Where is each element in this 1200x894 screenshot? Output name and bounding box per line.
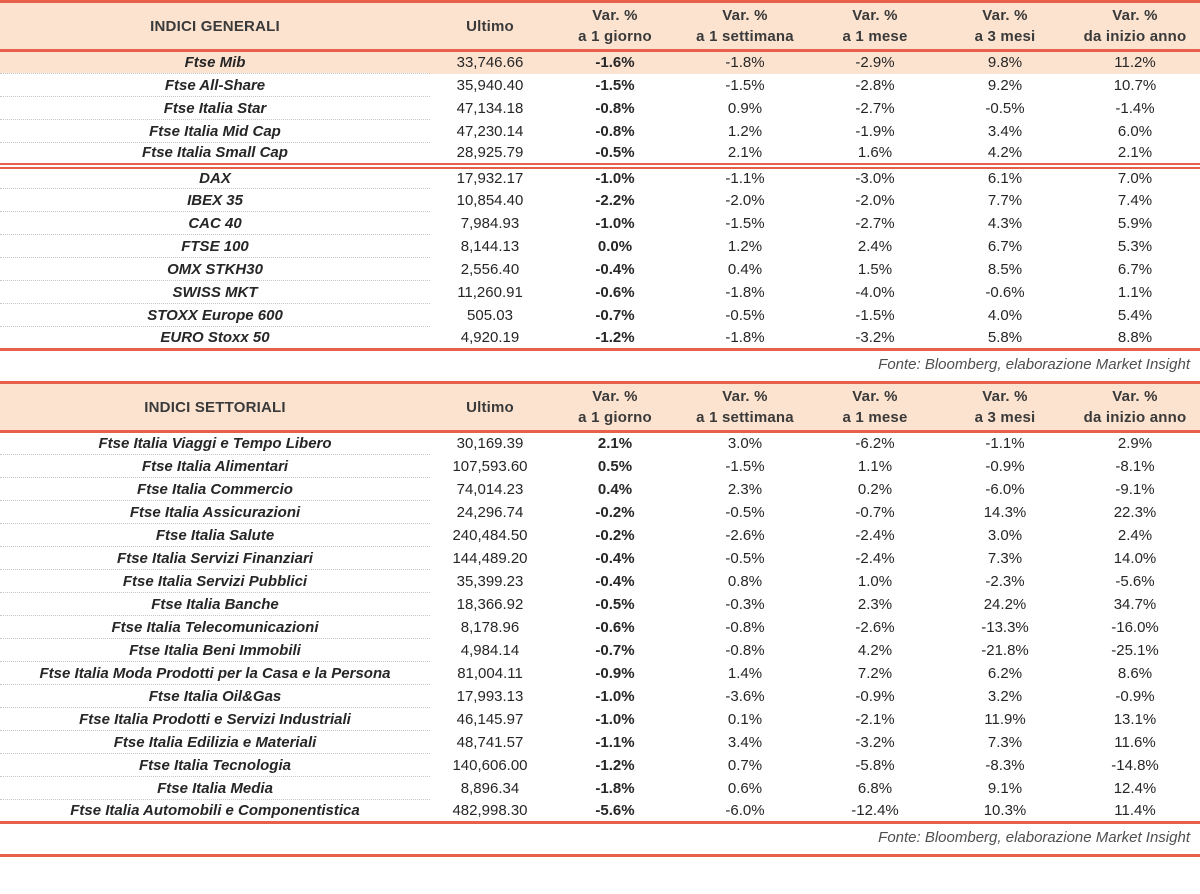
index-name-cell: Ftse Italia Salute [0, 524, 430, 547]
var-cell: -2.4% [855, 549, 895, 567]
var-cell: -0.8% [725, 641, 765, 659]
var-cell: -1.5% [725, 457, 765, 475]
var-cell: 4.2% [857, 641, 893, 659]
var-cell: -3.0% [855, 170, 895, 187]
var-cell: -12.4% [810, 800, 940, 823]
ultimo-cell: 24,296.74 [456, 503, 524, 521]
index-name-cell: Ftse Italia Beni Immobili [0, 639, 430, 662]
var-cell: 2.1% [680, 143, 810, 166]
var-cell: 14.3% [983, 503, 1027, 521]
var-cell: -2.2% [595, 191, 635, 209]
ultimo-cell: 2,556.40 [460, 260, 520, 278]
var-cell: -8.1% [1115, 457, 1155, 475]
table-row [0, 593, 1200, 616]
var-cell: -0.6% [985, 283, 1025, 301]
table-row [0, 235, 1200, 258]
var-percent-label: Var. % [852, 388, 898, 405]
var-cell: -1.1% [725, 170, 765, 187]
index-name-cell: IBEX 35 [0, 189, 430, 212]
var-cell: 6.1% [987, 170, 1023, 187]
ultimo-cell: 8,896.34 [460, 779, 520, 797]
var-cell: -3.6% [725, 687, 765, 705]
column-header-var-2 [680, 383, 810, 432]
var-cell: 6.0% [1117, 122, 1153, 140]
var-cell: -25.1% [1111, 641, 1159, 659]
header-row [0, 383, 1200, 432]
var-cell: -1.1% [985, 435, 1025, 453]
var-cell: -5.6% [1115, 572, 1155, 590]
var-cell: -0.5% [985, 99, 1025, 117]
var-cell: -1.0% [595, 710, 635, 728]
column-header-var-5 [1070, 383, 1200, 432]
ultimo-cell: 8,178.96 [460, 618, 520, 636]
var-percent-label: Var. % [1112, 388, 1158, 405]
var-cell: 0.2% [857, 480, 893, 498]
var-cell: -2.9% [810, 51, 940, 74]
index-name-cell: STOXX Europe 600 [0, 304, 430, 327]
var-cell: 5.8% [940, 327, 1070, 350]
var-cell: 6.7% [1117, 260, 1153, 278]
var-cell: 4.0% [987, 306, 1023, 324]
var-cell: -1.5% [725, 214, 765, 232]
table-row [0, 800, 1200, 823]
var-cell: -0.7% [595, 306, 635, 324]
var-cell: 11.6% [1114, 733, 1156, 751]
var-cell: -6.2% [855, 435, 895, 453]
var-cell: 9.8% [940, 51, 1070, 74]
var-cell: 6.8% [857, 779, 893, 797]
var-cell: -1.4% [1115, 99, 1155, 117]
index-name-cell: Ftse Italia Telecomunicazioni [0, 616, 430, 639]
var-cell: -6.0% [985, 480, 1025, 498]
period-label: a 1 mese [842, 28, 908, 45]
var-cell: -1.5% [855, 306, 895, 324]
var-cell: 5.3% [1117, 237, 1153, 255]
var-cell: 3.4% [987, 122, 1023, 140]
var-cell: -1.6% [550, 51, 680, 74]
var-cell: 11.2% [1070, 51, 1200, 74]
index-name-cell: Ftse Mib [0, 51, 430, 74]
ultimo-cell: 33,746.66 [430, 51, 550, 74]
var-cell: 0.8% [727, 572, 763, 590]
var-cell: 3.4% [727, 733, 763, 751]
var-cell: 7.0% [1117, 170, 1153, 187]
var-cell: 0.4% [727, 260, 763, 278]
ultimo-cell: 4,984.14 [460, 641, 520, 659]
var-cell: -5.8% [855, 756, 895, 774]
var-cell: -2.3% [985, 572, 1025, 590]
var-cell: 5.4% [1117, 306, 1153, 324]
ultimo-cell: 18,366.92 [456, 595, 524, 613]
index-name-cell: Ftse Italia Star [0, 97, 430, 120]
var-cell: -1.0% [595, 687, 635, 705]
var-cell: -0.9% [595, 664, 635, 682]
var-cell: -1.9% [855, 122, 895, 140]
ultimo-cell: 35,940.40 [456, 76, 524, 94]
table-row [0, 524, 1200, 547]
index-name-cell: Ftse Italia Tecnologia [0, 754, 430, 777]
var-cell: 1.1% [1117, 283, 1153, 301]
index-name-cell: Ftse Italia Banche [0, 593, 430, 616]
var-cell: -1.5% [595, 76, 635, 94]
table-row [0, 327, 1200, 350]
var-cell: 12.4% [1113, 779, 1157, 797]
index-name-cell: Ftse Italia Small Cap [0, 143, 430, 166]
column-header-var-1 [550, 2, 680, 51]
index-name-cell: Ftse Italia Assicurazioni [0, 501, 430, 524]
var-cell: -0.4% [595, 549, 635, 567]
var-cell: -2.6% [725, 526, 765, 544]
var-cell: -1.0% [595, 170, 635, 187]
ultimo-cell: 240,484.50 [452, 526, 528, 544]
ultimo-cell: 482,998.30 [430, 800, 550, 823]
var-cell: -8.3% [985, 756, 1025, 774]
var-cell: 2.4% [857, 237, 893, 255]
table-title: INDICI SETTORIALI [0, 383, 430, 432]
ultimo-cell: 17,932.17 [456, 170, 524, 187]
var-cell: 8.5% [987, 260, 1023, 278]
index-name-cell: OMX STKH30 [0, 258, 430, 281]
column-header-var-5 [1070, 2, 1200, 51]
var-cell: -1.2% [550, 327, 680, 350]
var-cell: 2.3% [727, 480, 763, 498]
indici-generali-table [0, 0, 1200, 351]
table-row [0, 97, 1200, 120]
var-cell: -0.9% [855, 687, 895, 705]
var-cell: -0.8% [595, 122, 635, 140]
ultimo-cell: 10,854.40 [456, 191, 524, 209]
var-cell: 1.5% [857, 260, 893, 278]
var-cell: -0.4% [595, 572, 635, 590]
index-name-cell: Ftse Italia Viaggi e Tempo Libero [0, 432, 430, 455]
index-name-cell: Ftse Italia Alimentari [0, 455, 430, 478]
var-percent-label: Var. % [592, 7, 638, 24]
index-name-cell: DAX [0, 166, 430, 189]
var-cell: -0.8% [595, 99, 635, 117]
index-name-cell: Ftse All-Share [0, 74, 430, 97]
var-cell: -1.1% [595, 733, 635, 751]
var-cell: -3.2% [855, 733, 895, 751]
var-cell: -1.2% [595, 756, 635, 774]
ultimo-cell: 47,230.14 [456, 122, 524, 140]
var-percent-label: Var. % [592, 388, 638, 405]
column-header-var-3 [810, 2, 940, 51]
column-header-var-3 [810, 383, 940, 432]
var-cell: -0.5% [725, 549, 765, 567]
ultimo-cell: 144,489.20 [452, 549, 528, 567]
var-cell: -0.5% [725, 306, 765, 324]
var-cell: -2.6% [855, 618, 895, 636]
table-row [0, 616, 1200, 639]
var-cell: 4.2% [940, 143, 1070, 166]
table-row [0, 189, 1200, 212]
period-label: a 3 mesi [974, 409, 1036, 426]
var-percent-label: Var. % [722, 388, 768, 405]
ultimo-cell: 7,984.93 [460, 214, 520, 232]
table-row [0, 212, 1200, 235]
var-cell: -1.8% [725, 283, 765, 301]
var-cell: 7.3% [987, 733, 1023, 751]
var-cell: 9.2% [987, 76, 1023, 94]
var-cell: 34.7% [1113, 595, 1157, 613]
period-label: a 1 mese [842, 409, 908, 426]
var-cell: 7.2% [857, 664, 893, 682]
var-cell: 6.7% [987, 237, 1023, 255]
header-row [0, 2, 1200, 51]
var-cell: 3.0% [987, 526, 1023, 544]
var-percent-label: Var. % [852, 7, 898, 24]
table-header [0, 383, 1200, 432]
var-cell: -2.8% [855, 76, 895, 94]
period-label: a 3 mesi [974, 28, 1036, 45]
var-cell: 0.5% [597, 457, 633, 475]
ultimo-cell: 28,925.79 [430, 143, 550, 166]
var-cell: -2.4% [855, 526, 895, 544]
index-name-cell: Ftse Italia Moda Prodotti per la Casa e la Persona [0, 662, 430, 685]
table-row [0, 304, 1200, 327]
table-row [0, 754, 1200, 777]
table-row [0, 501, 1200, 524]
var-cell: -9.1% [1115, 480, 1155, 498]
var-percent-label: Var. % [722, 7, 768, 24]
var-cell: 0.4% [597, 480, 633, 498]
var-cell: 1.4% [727, 664, 763, 682]
var-cell: -6.0% [680, 800, 810, 823]
var-cell: -0.6% [595, 283, 635, 301]
var-cell: 1.0% [857, 572, 893, 590]
var-cell: 2.4% [1117, 526, 1153, 544]
ultimo-cell: 35,399.23 [456, 572, 524, 590]
var-cell: 7.3% [987, 549, 1023, 567]
var-cell: -0.8% [725, 618, 765, 636]
ultimo-cell: 140,606.00 [452, 756, 528, 774]
table-row [0, 455, 1200, 478]
var-cell: 22.3% [1113, 503, 1157, 521]
var-cell: 0.6% [727, 779, 763, 797]
var-cell: -2.7% [855, 214, 895, 232]
table-row [0, 639, 1200, 662]
index-name-cell: Ftse Italia Edilizia e Materiali [0, 731, 430, 754]
table-row [0, 478, 1200, 501]
var-cell: -1.8% [680, 51, 810, 74]
period-label: a 1 giorno [578, 28, 652, 45]
var-cell: 10.7% [1113, 76, 1157, 94]
var-cell: -14.8% [1111, 756, 1159, 774]
table-body [0, 51, 1200, 350]
ultimo-cell: 30,169.39 [456, 435, 524, 453]
index-name-cell: Ftse Italia Servizi Pubblici [0, 570, 430, 593]
var-cell: -0.5% [595, 595, 635, 613]
var-cell: 2.3% [857, 595, 893, 613]
var-cell: -0.7% [855, 503, 895, 521]
var-cell: 0.9% [727, 99, 763, 117]
indici-generali-section [0, 0, 1200, 351]
var-cell: 8.8% [1070, 327, 1200, 350]
var-cell: -0.5% [550, 143, 680, 166]
table-row [0, 143, 1200, 166]
ultimo-cell: 47,134.18 [456, 99, 524, 117]
index-name-cell: Ftse Italia Commercio [0, 478, 430, 501]
var-cell: 11.9% [984, 710, 1026, 728]
var-cell: -0.2% [595, 503, 635, 521]
index-name-cell: Ftse Italia Mid Cap [0, 120, 430, 143]
table-row [0, 708, 1200, 731]
indici-settoriali-table [0, 381, 1200, 824]
ultimo-cell: 11,260.91 [457, 283, 523, 301]
table-row [0, 432, 1200, 455]
var-cell: -0.7% [595, 641, 635, 659]
ultimo-cell: 46,145.97 [456, 710, 524, 728]
var-cell: -0.9% [985, 457, 1025, 475]
var-cell: 3.2% [987, 687, 1023, 705]
table-row [0, 166, 1200, 189]
period-label: a 1 settimana [696, 409, 794, 426]
var-cell: 11.4% [1070, 800, 1200, 823]
var-cell: 7.4% [1117, 191, 1153, 209]
var-cell: -16.0% [1111, 618, 1159, 636]
column-header-var-2 [680, 2, 810, 51]
table-row [0, 777, 1200, 800]
var-cell: -1.5% [725, 76, 765, 94]
table-row [0, 662, 1200, 685]
var-cell: -5.6% [550, 800, 680, 823]
var-cell: 7.7% [987, 191, 1023, 209]
table-body [0, 432, 1200, 823]
var-cell: -2.0% [725, 191, 765, 209]
ultimo-cell: 74,014.23 [456, 480, 524, 498]
source-note-generali: Fonte: Bloomberg, elaborazione Market Insight [878, 356, 1190, 373]
var-cell: 0.7% [727, 756, 763, 774]
var-cell: -0.6% [595, 618, 635, 636]
index-name-cell: FTSE 100 [0, 235, 430, 258]
table-row [0, 685, 1200, 708]
var-cell: -2.1% [855, 710, 895, 728]
index-name-cell: Ftse Italia Oil&Gas [0, 685, 430, 708]
var-cell: 1.2% [727, 122, 763, 140]
table-row [0, 570, 1200, 593]
var-percent-label: Var. % [1112, 7, 1158, 24]
table-row [0, 731, 1200, 754]
table-row [0, 258, 1200, 281]
var-cell: 8.6% [1117, 664, 1153, 682]
var-percent-label: Var. % [982, 7, 1028, 24]
ultimo-cell: 8,144.13 [460, 237, 520, 255]
table-header [0, 2, 1200, 51]
index-name-cell: Ftse Italia Servizi Finanziari [0, 547, 430, 570]
var-cell: -2.0% [855, 191, 895, 209]
var-percent-label: Var. % [982, 388, 1028, 405]
var-cell: 1.2% [727, 237, 763, 255]
var-cell: 2.1% [1070, 143, 1200, 166]
var-cell: 1.6% [810, 143, 940, 166]
var-cell: -1.8% [680, 327, 810, 350]
ultimo-cell: 107,593.60 [452, 457, 528, 475]
var-cell: 6.2% [987, 664, 1023, 682]
var-cell: -4.0% [855, 283, 895, 301]
table-row [0, 120, 1200, 143]
var-cell: 0.0% [597, 237, 633, 255]
var-cell: -3.2% [810, 327, 940, 350]
indici-settoriali-section [0, 381, 1200, 824]
index-name-cell: Ftse Italia Media [0, 777, 430, 800]
var-cell: -21.8% [981, 641, 1029, 659]
var-cell: -1.0% [595, 214, 635, 232]
var-cell: -0.5% [725, 503, 765, 521]
column-header-ultimo: Ultimo [430, 383, 550, 432]
table-row [0, 74, 1200, 97]
var-cell: 24.2% [983, 595, 1027, 613]
column-header-var-1 [550, 383, 680, 432]
var-cell: 13.1% [1113, 710, 1157, 728]
var-cell: 2.9% [1117, 435, 1153, 453]
var-cell: 14.0% [1113, 549, 1157, 567]
var-cell: 4.3% [987, 214, 1023, 232]
source-note-settoriali: Fonte: Bloomberg, elaborazione Market Insight [878, 829, 1190, 846]
table-row [0, 281, 1200, 304]
var-cell: -1.8% [595, 779, 635, 797]
var-cell: -0.9% [1115, 687, 1155, 705]
table-title: INDICI GENERALI [0, 2, 430, 51]
period-label: a 1 settimana [696, 28, 794, 45]
table-row [0, 547, 1200, 570]
var-cell: 1.1% [857, 457, 893, 475]
ultimo-cell: 4,920.19 [430, 327, 550, 350]
ultimo-cell: 505.03 [467, 306, 513, 324]
var-cell: -0.4% [595, 260, 635, 278]
period-label: da inizio anno [1083, 28, 1187, 45]
index-name-cell: Ftse Italia Automobili e Componentistica [0, 800, 430, 823]
index-name-cell: CAC 40 [0, 212, 430, 235]
var-cell: 5.9% [1117, 214, 1153, 232]
var-cell: 10.3% [940, 800, 1070, 823]
var-cell: -13.3% [981, 618, 1029, 636]
period-label: a 1 giorno [578, 409, 652, 426]
table-row [0, 51, 1200, 74]
var-cell: -2.7% [855, 99, 895, 117]
var-cell: 9.1% [987, 779, 1023, 797]
ultimo-cell: 17,993.13 [456, 687, 524, 705]
column-header-var-4 [940, 383, 1070, 432]
period-label: da inizio anno [1083, 409, 1187, 426]
var-cell: 2.1% [597, 435, 633, 453]
index-name-cell: SWISS MKT [0, 281, 430, 304]
var-cell: -0.2% [595, 526, 635, 544]
bottom-divider-line [0, 854, 1200, 857]
column-header-ultimo: Ultimo [430, 2, 550, 51]
var-cell: 3.0% [727, 435, 763, 453]
ultimo-cell: 81,004.11 [457, 664, 523, 682]
var-cell: 0.1% [727, 710, 763, 728]
index-name-cell: Ftse Italia Prodotti e Servizi Industriali [0, 708, 430, 731]
index-name-cell: EURO Stoxx 50 [0, 327, 430, 350]
column-header-var-4 [940, 2, 1070, 51]
ultimo-cell: 48,741.57 [456, 733, 524, 751]
var-cell: -0.3% [725, 595, 765, 613]
